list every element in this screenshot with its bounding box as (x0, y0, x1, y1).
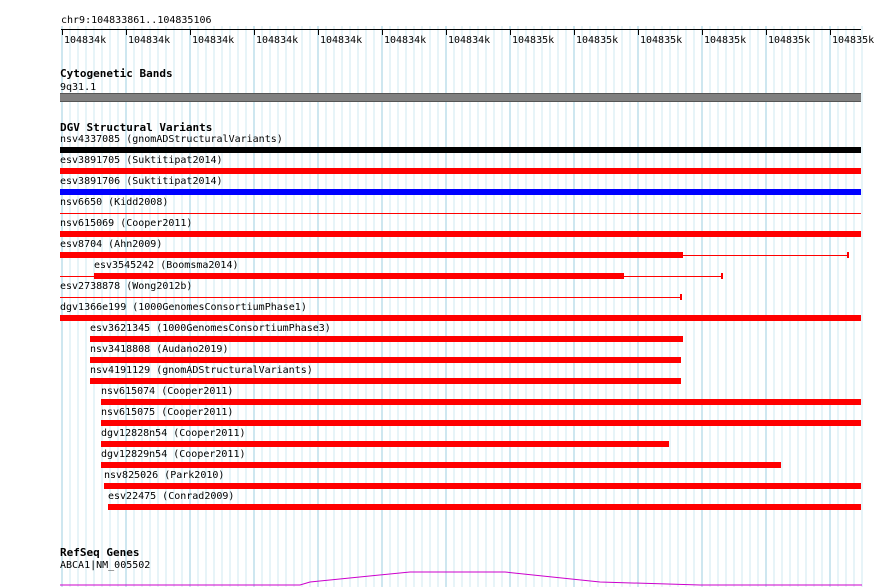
ruler-tick-label: 104835k (832, 35, 875, 46)
dgv-feature-line[interactable] (60, 276, 94, 277)
ruler-tick-label: 104835k (576, 35, 619, 46)
dgv-feature-label: nsv3418808 (Audano2019) (90, 344, 229, 355)
ruler-tick-mark (446, 29, 447, 35)
ruler-tick-label: 104834k (192, 35, 235, 46)
ruler-tick-label: 104834k (128, 35, 171, 46)
ruler-tick-mark (510, 29, 511, 35)
ruler-tick-label: 104834k (256, 35, 299, 46)
ruler-tick-mark (190, 29, 191, 35)
dgv-feature-label: nsv4191129 (gnomADStructuralVariants) (90, 365, 313, 376)
dgv-feature-bar[interactable] (108, 504, 861, 510)
dgv-feature-bar[interactable] (60, 147, 861, 153)
cytoband-9q31-1[interactable] (60, 93, 861, 102)
ruler-tick-mark (126, 29, 127, 35)
dgv-feature-line[interactable] (624, 276, 722, 277)
ruler-tick-label: 104834k (64, 35, 107, 46)
dgv-feature-label: dgv12828n54 (Cooper2011) (101, 428, 246, 439)
dgv-feature-label: esv3891706 (Suktitipat2014) (60, 176, 223, 187)
dgv-feature-label: esv3621345 (1000GenomesConsortiumPhase3) (90, 323, 331, 334)
dgv-feature-label: nsv615075 (Cooper2011) (101, 407, 234, 418)
dgv-feature-bar[interactable] (94, 273, 624, 279)
ruler-tick-mark (382, 29, 383, 35)
refseq-gene-label: ABCA1|NM_005502 (60, 560, 151, 571)
ruler-tick-label: 104835k (512, 35, 555, 46)
dgv-feature-bar[interactable] (60, 252, 683, 258)
location-label: chr9:104833861..104835106 (61, 15, 212, 26)
dgv-feature-endcap (721, 273, 723, 279)
dgv-feature-line[interactable] (60, 213, 861, 214)
dgv-feature-bar[interactable] (60, 189, 861, 195)
dgv-track-title[interactable]: DGV Structural Variants (60, 121, 213, 134)
ruler-line (61, 29, 861, 30)
dgv-feature-line[interactable] (60, 297, 681, 298)
ruler-tick-mark (766, 29, 767, 35)
dgv-feature-label: esv3545242 (Boomsma2014) (94, 260, 239, 271)
dgv-feature-bar[interactable] (101, 399, 861, 405)
dgv-feature-label: nsv4337085 (gnomADStructuralVariants) (60, 134, 283, 145)
dgv-feature-label: nsv615074 (Cooper2011) (101, 386, 234, 397)
ruler-tick-label: 104835k (640, 35, 683, 46)
dgv-feature-label: dgv1366e199 (1000GenomesConsortiumPhase1) (60, 302, 307, 313)
ruler-tick-label: 104835k (704, 35, 747, 46)
dgv-feature-bar[interactable] (104, 483, 861, 489)
refseq-gene-abca1[interactable] (0, 568, 890, 587)
dgv-feature-bar[interactable] (101, 441, 669, 447)
dgv-feature-label: nsv825026 (Park2010) (104, 470, 225, 481)
dgv-feature-endcap (680, 294, 682, 300)
ruler-tick-label: 104834k (448, 35, 491, 46)
ruler-tick-mark (830, 29, 831, 35)
dgv-feature-bar[interactable] (90, 357, 681, 363)
dgv-feature-label: esv8704 (Ahn2009) (60, 239, 163, 250)
dgv-feature-bar[interactable] (101, 420, 861, 426)
ruler-tick-mark (702, 29, 703, 35)
dgv-feature-bar[interactable] (101, 462, 781, 468)
ruler-tick-mark (254, 29, 255, 35)
dgv-feature-label: esv2738878 (Wong2012b) (60, 281, 193, 292)
ruler-tick-label: 104834k (320, 35, 363, 46)
dgv-feature-label: esv3891705 (Suktitipat2014) (60, 155, 223, 166)
dgv-feature-bar[interactable] (90, 378, 681, 384)
dgv-feature-bar[interactable] (60, 231, 861, 237)
dgv-feature-label: dgv12829n54 (Cooper2011) (101, 449, 246, 460)
dgv-feature-label: nsv6650 (Kidd2008) (60, 197, 169, 208)
refseq-track-title[interactable]: RefSeq Genes (60, 546, 140, 559)
cytoband-label: 9q31.1 (60, 82, 97, 93)
dgv-feature-bar[interactable] (60, 168, 861, 174)
ruler-tick-label: 104834k (384, 35, 427, 46)
ruler-tick-mark (638, 29, 639, 35)
ruler-tick-mark (62, 29, 63, 35)
ruler-tick-mark (574, 29, 575, 35)
dgv-feature-endcap (847, 252, 849, 258)
ruler-tick-label: 104835k (768, 35, 811, 46)
dgv-feature-bar[interactable] (60, 315, 861, 321)
dgv-feature-line[interactable] (683, 255, 848, 256)
dgv-feature-label: esv22475 (Conrad2009) (108, 491, 235, 502)
dgv-feature-label: nsv615069 (Cooper2011) (60, 218, 193, 229)
dgv-feature-bar[interactable] (90, 336, 683, 342)
ruler-tick-mark (318, 29, 319, 35)
cytoband-track-title[interactable]: Cytogenetic Bands (60, 67, 173, 80)
